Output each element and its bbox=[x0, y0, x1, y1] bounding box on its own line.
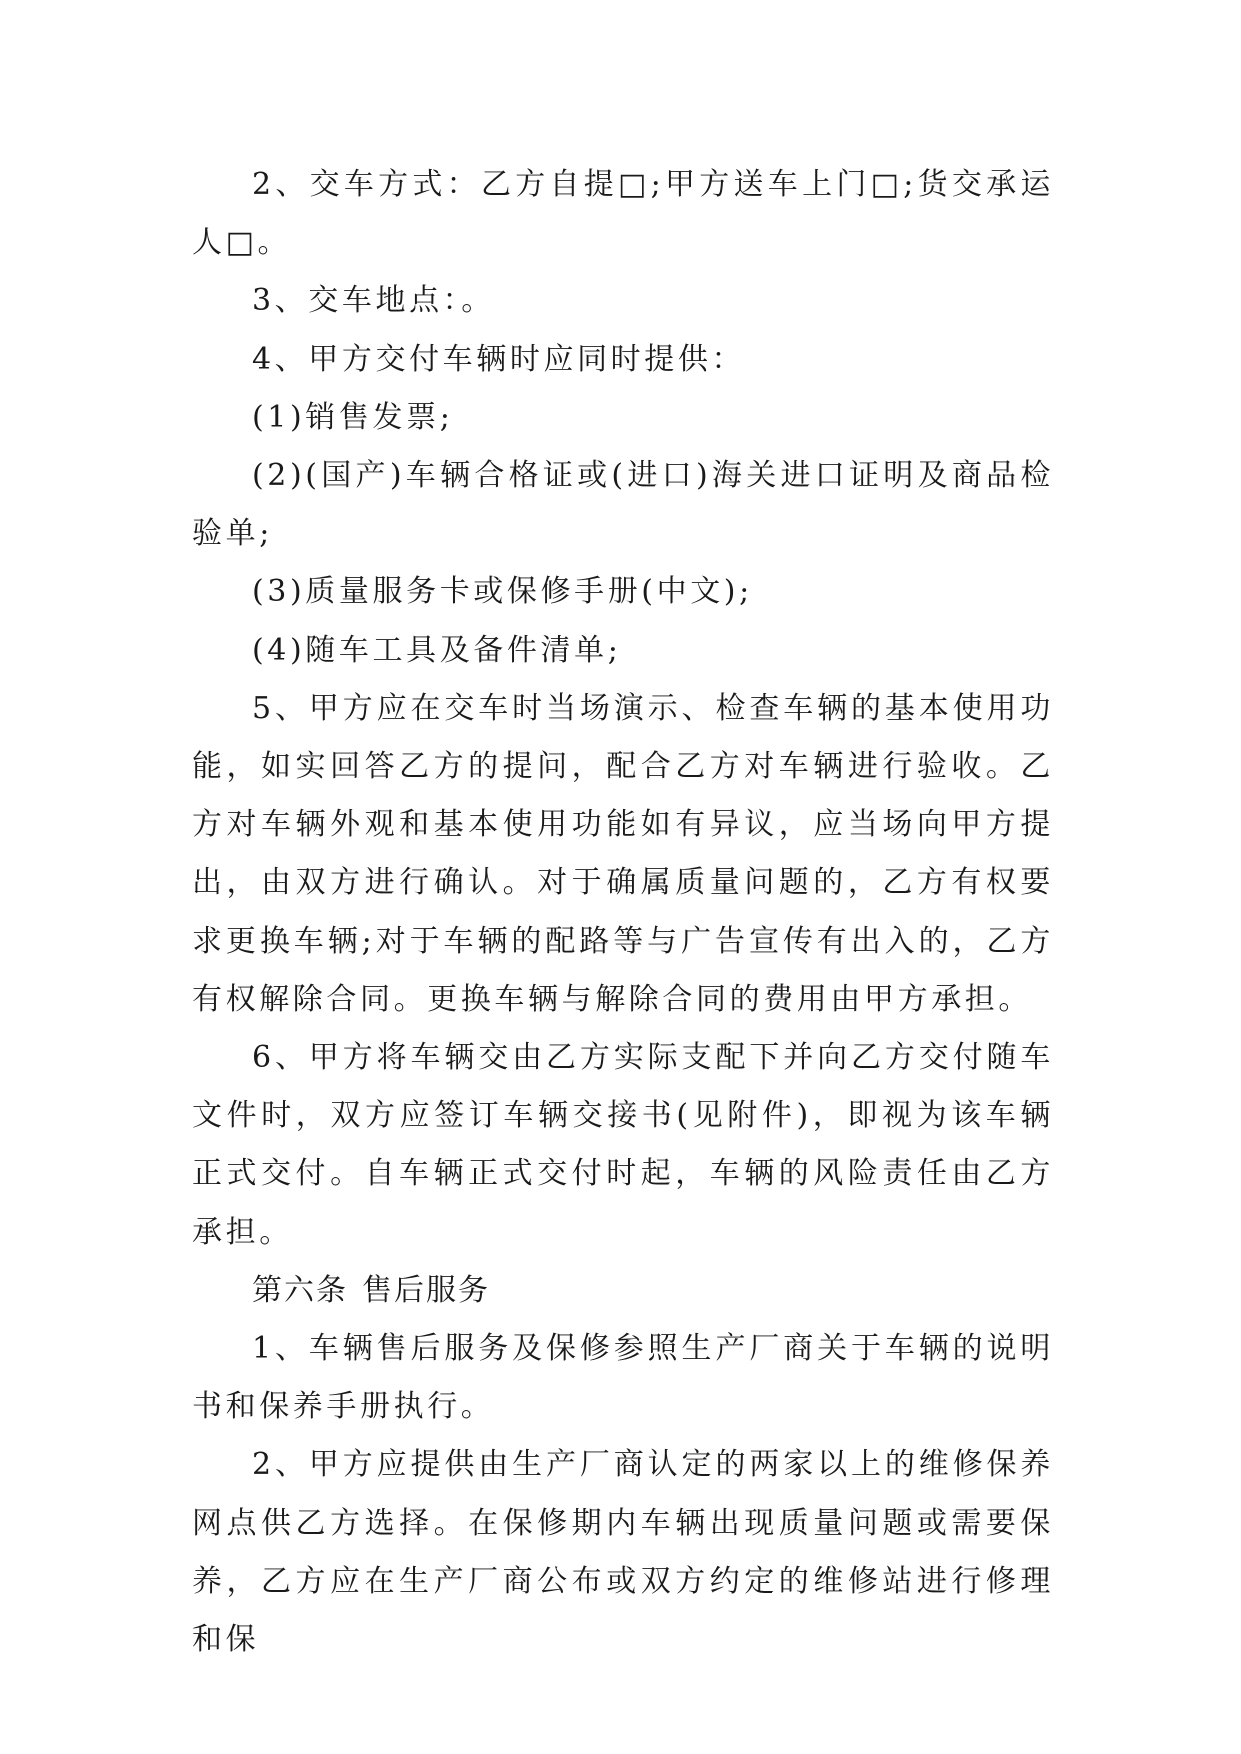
clause-handover: 6、甲方将车辆交由乙方实际支配下并向乙方交付随车文件时，双方应签订车辆交接书(见附件)，即视为该车辆正式交付。自车辆正式交付时起，车辆的风险责任由乙方承担。 bbox=[192, 1040, 1054, 1250]
clause-repair-stations: 2、甲方应提供由生产厂商认定的两家以上的维修保养网点供乙方选择。在保修期内车辆出现质量问题或需要保养，乙方应在生产厂商公布或双方约定的维修站进行修理和保 bbox=[192, 1447, 1054, 1658]
section-heading bbox=[192, 1262, 1054, 1320]
clause-delivery-location: 3、交车地点：。 bbox=[252, 283, 495, 319]
document-item-certificate: (2)(国产)车辆合格证或(进口)海关进口证明及商品检验单; bbox=[192, 458, 1054, 552]
clause-delivery-documents: 4、甲方交付车辆时应同时提供： bbox=[252, 341, 746, 377]
document-item-invoice: (1)销售发票; bbox=[252, 399, 454, 435]
document-item-warranty-card: (3)质量服务卡或保修手册(中文); bbox=[252, 574, 753, 610]
clause-after-sales-manual: 1、车辆售后服务及保修参照生产厂商关于车辆的说明书和保养手册执行。 bbox=[192, 1331, 1054, 1425]
document-item-tools-list: (4)随车工具及备件清单; bbox=[252, 632, 622, 668]
clause-delivery-method: 2、交车方式：乙方自提□;甲方送车上门□;货交承运人□。 bbox=[192, 167, 1054, 261]
clause-inspection: 5、甲方应在交车时当场演示、检查车辆的基本使用功能，如实回答乙方的提问，配合乙方对车辆进行验收。乙方对车辆外观和基本使用功能如有异议，应当场向甲方提出，由双方进行确认。对于确属质量问题的，乙方有权要求更换车辆;对于车辆的配路等与广告宣传有出入的，乙方有权解除合同。更换车辆与解除合同的费用由甲方承担。 bbox=[192, 690, 1054, 1017]
section-heading-number: 第六条 bbox=[252, 1272, 348, 1308]
contract-body bbox=[192, 156, 1054, 1669]
section-heading-title: 售后服务 bbox=[362, 1272, 490, 1308]
